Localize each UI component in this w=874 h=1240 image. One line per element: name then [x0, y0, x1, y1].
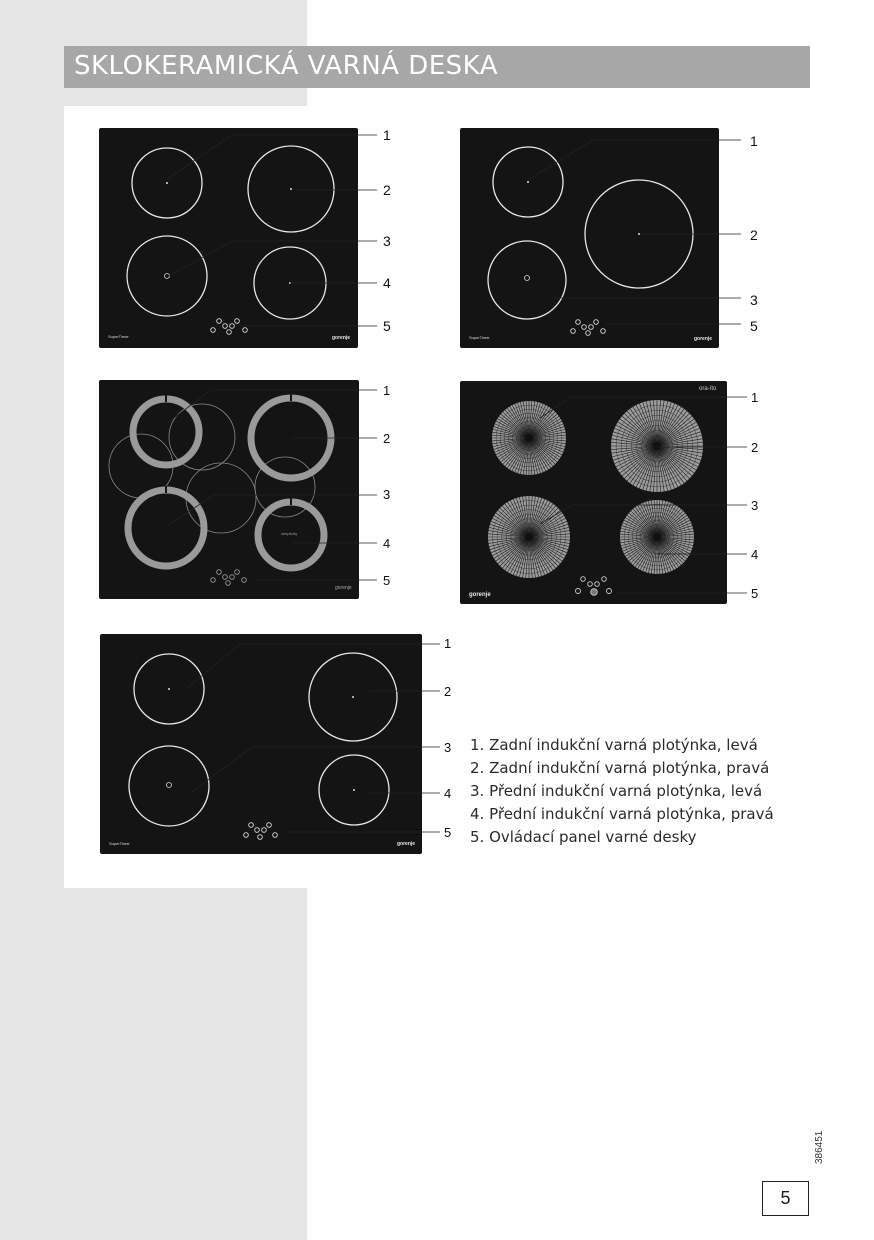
callout-number: 4 [383, 275, 391, 291]
legend-item: 3. Přední indukční varná plotýnka, levá [470, 782, 763, 800]
zone-rear-right [251, 398, 331, 478]
callout-number: 2 [383, 182, 391, 198]
hob-3-brand: gorenje [335, 585, 352, 591]
callout-number: 1 [750, 133, 758, 149]
callout-number: 1 [751, 390, 759, 405]
callout-number: 4 [383, 536, 391, 551]
hob-3-center-text: simplicity [281, 531, 298, 536]
callout-number: 1 [383, 383, 391, 398]
legend-item: 4. Přední indukční varná plotýnka, pravá [470, 805, 774, 823]
title-bar [64, 46, 810, 88]
callout-number: 3 [444, 740, 452, 755]
callout-number: 4 [444, 786, 452, 801]
hob-diagram-1 [99, 128, 358, 348]
document-code: 386451 [814, 1130, 825, 1164]
hob-5-badge: SuperTimer [109, 841, 130, 846]
hob-5-brand: gorenje [397, 841, 416, 847]
callout-number: 1 [444, 636, 452, 651]
parts-legend [470, 734, 774, 849]
page-number: 5 [762, 1181, 809, 1216]
hob-2-brand: gorenje [694, 336, 713, 342]
hob-3-drawing [99, 380, 359, 599]
callout-number: 5 [444, 825, 452, 840]
zone-front-left [488, 496, 570, 578]
zone-front-left [129, 746, 209, 826]
callout-number: 5 [383, 318, 391, 334]
zone-rear-left [492, 401, 566, 475]
hob-1-badge: SuperTimer [108, 334, 129, 339]
control-panel [244, 823, 278, 840]
zone-rear-right [611, 400, 703, 492]
legend-item: 2. Zadní indukční varná plotýnka, pravá [470, 759, 770, 777]
control-panel [211, 319, 248, 335]
hob-1-drawing [99, 128, 358, 348]
zone-front-right [620, 500, 694, 574]
hob-5-drawing [100, 634, 422, 854]
callout-number: 2 [751, 440, 759, 455]
callout-number: 1 [383, 127, 391, 143]
legend-item: 1. Zadní indukční varná plotýnka, levá [470, 736, 758, 754]
hob-diagram-4 [460, 381, 727, 604]
callout-number: 3 [383, 233, 391, 249]
hob-diagram-2 [460, 128, 719, 348]
control-panel [211, 570, 247, 586]
hob-2-badge: SuperTimer [469, 335, 490, 340]
legend-item: 5. Ovládací panel varné desky [470, 828, 697, 846]
callout-number: 3 [751, 498, 759, 513]
zone-front-left [128, 490, 204, 566]
hob-diagram-5 [100, 634, 422, 854]
callout-number: 3 [383, 487, 391, 502]
callout-number: 5 [383, 573, 391, 588]
callout-number: 2 [383, 431, 391, 446]
hob-4-brand: gorenje [469, 592, 491, 598]
hob-4-top-logo: ora-ïto [699, 386, 717, 392]
callout-number: 5 [750, 318, 758, 334]
callout-number: 5 [751, 586, 759, 601]
zone-front-left [127, 236, 207, 316]
hob-1-brand: gorenje [332, 335, 351, 341]
callout-number: 4 [751, 547, 759, 562]
zone-front-left [488, 241, 566, 319]
control-panel [576, 577, 612, 596]
zone-rear-left [133, 399, 199, 465]
control-panel [571, 320, 606, 336]
page-title: SKLOKERAMICKÁ VARNÁ DESKA [74, 51, 499, 81]
callout-number: 2 [750, 227, 758, 243]
callout-number: 3 [750, 292, 758, 308]
hob-2-drawing [460, 128, 719, 348]
hob-diagram-3 [99, 380, 359, 599]
hob-4-drawing [460, 381, 727, 604]
callout-number: 2 [444, 684, 452, 699]
